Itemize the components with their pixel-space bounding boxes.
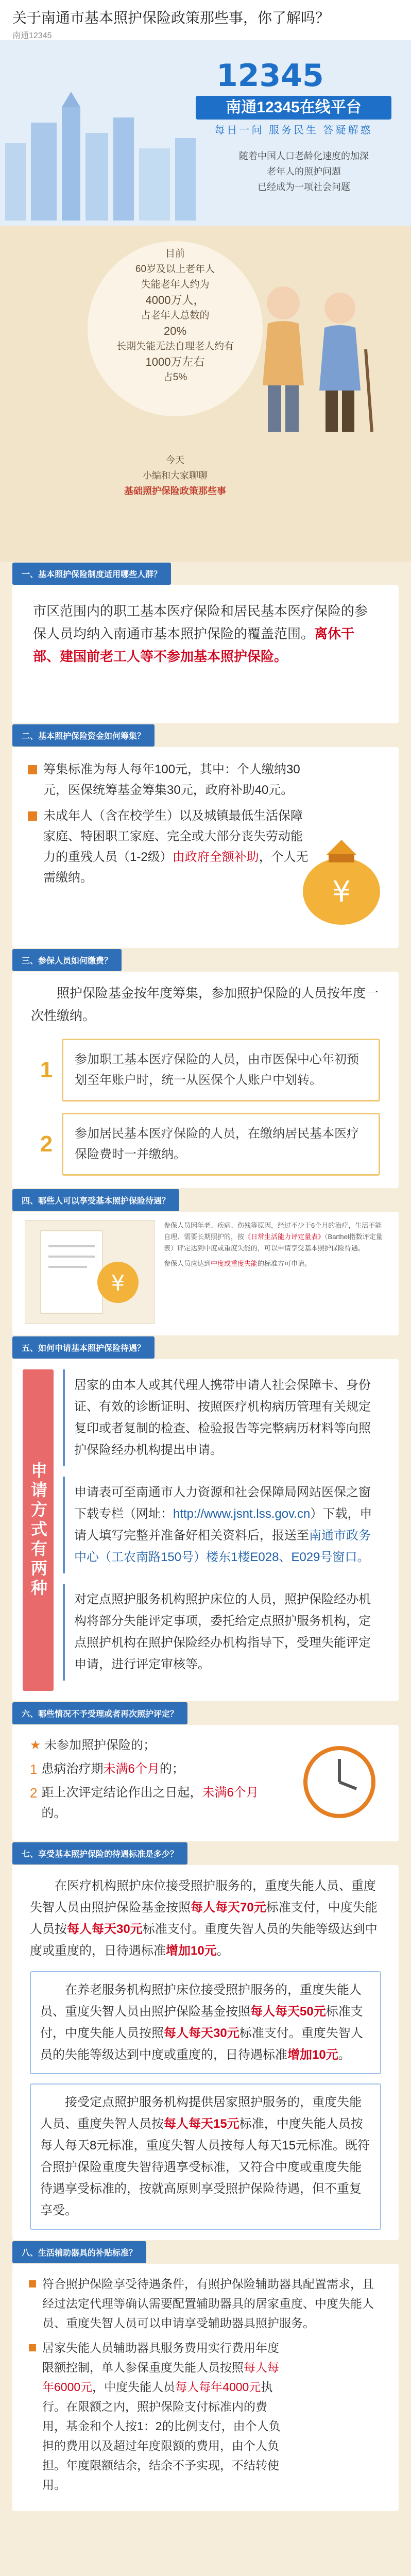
rejection-text: 的； (159, 1762, 184, 1776)
section-8-heading (12, 2240, 399, 2264)
hero-footer (93, 452, 258, 499)
stats-line: 失能老年人约为 (141, 279, 210, 290)
section-2-card (12, 747, 399, 948)
section-title: 四、哪些人可以享受基本照护保险待遇？ (12, 1189, 179, 1211)
list-item (29, 2338, 382, 2495)
hero-banner (0, 40, 411, 562)
article-header (0, 0, 411, 40)
list-item (28, 759, 383, 801)
application-methods (63, 1369, 388, 1691)
svg-text:¥: ¥ (111, 1270, 125, 1296)
exclusion-text: 离休干部、建国前老工人等不参加基本照护保险。 (33, 626, 355, 664)
rejection-text: 的。 (41, 1806, 66, 1820)
intro-line: 已经成为一项社会问题 (258, 182, 350, 192)
rejection-text: 距上次评定结论作出之日起， (41, 1786, 202, 1800)
stats-line: 60岁及以上老年人 (135, 264, 215, 275)
benefit-text: 。 (216, 1944, 229, 1958)
section-7-card (12, 1865, 399, 2240)
intro-line: 老年人的照护问题 (267, 166, 341, 177)
brand-tags: 每日一问 服务民生 答疑解惑 (214, 125, 373, 136)
option-number: 2 (40, 1131, 53, 1157)
bullet-icon (29, 2344, 36, 2351)
coverage-text: 市区范围内的职工基本医疗保险和居民基本医疗保险的参保人员均纳入南通市基本照护保险的覆盖范围。 (33, 603, 368, 641)
benefit-amount: 每人每天15元 (164, 2117, 239, 2131)
benefit-text: 标准支付，中度失能人员按照 (40, 2005, 363, 2040)
rejection-highlight: 未满6个月 (103, 1762, 160, 1776)
payment-lead: 照护保险基金按年度筹集，参加照护保险的人员按年度一次性缴纳。 (31, 986, 379, 1023)
subsidy-amount: 每人每年6000元 (42, 2361, 279, 2394)
footer-line: 今天 (166, 455, 184, 465)
benefit-home-care (30, 2083, 381, 2230)
section-3-card (12, 972, 399, 1188)
option-text: 参加职工基本医疗保险的人员，由市医保中心年初预划至年账户时，统一从医保个人账户中划转。 (62, 1039, 380, 1101)
eligibility-scale: 《日常生活能力评定量表》 (244, 1233, 325, 1241)
subsidy-text: ，中度失能人员 (92, 2380, 176, 2394)
footer-line: 小编和大家聊聊 (143, 470, 208, 481)
stats-line: 占老年人总数的 (141, 310, 210, 321)
section-title: 三、参保人员如何缴费？ (12, 949, 122, 971)
article-content (0, 562, 411, 2511)
funding-standard-text: 筹集标准为每人每年100元，其中：个人缴纳30元，医保统筹基金筹集30元，政府补助40元。 (43, 762, 300, 797)
section-title: 五、如何申请基本照护保险待遇？ (12, 1336, 155, 1359)
stats-line: 目前 (165, 248, 185, 259)
benefit-text: 接受定点照护服务机构提供居家照护服务的，重度失能人员、重度失智人员按 (40, 2095, 362, 2131)
stats-line: 占5% (163, 372, 187, 383)
section-2-heading (12, 723, 399, 747)
benefit-text: 标准支付，中度失能人员按 (30, 1901, 378, 1936)
bullet-icon (28, 765, 37, 774)
stats-line: 4000万人， (145, 294, 205, 307)
application-method-item: 对定点照护服务机构照护床位的人员，照护保险经办机构将部分失能评定事项，委托给定点照护服务机构，定点照护机构在照护保险经办机构指导下，受理失能评定申请，进行评定审核等。 (63, 1584, 388, 1681)
rejection-text: 患病治疗期 (41, 1762, 104, 1776)
benefit-text: 标准支付。重度失智人员的失能等级达到中度或重度的，日待遇标准 (30, 1922, 378, 1958)
benefit-nursing-home (30, 1971, 381, 2074)
section-1-card (12, 585, 399, 723)
section-title: 二、基本照护保险资金如何筹集？ (12, 724, 155, 747)
document-illustration (25, 1220, 155, 1324)
payment-option-2 (31, 1113, 380, 1176)
subsidy-text: 居家失能人员辅助器具服务费用实行费用年度限额控制，单人参保重度失能人员按照 (42, 2341, 279, 2374)
section-title: 六、哪些情况不予受理或者再次照护评定？ (12, 1702, 187, 1724)
elderly-couple-illustration (237, 272, 391, 442)
bullet-icon (28, 811, 37, 821)
benefit-text: 在养老服务机构照护床位接受照护服务的，重度失能人员、重度失智人员由照护保险基金按照 (40, 1983, 362, 2019)
benefit-amount: 每人每天70元 (191, 1901, 266, 1914)
benefit-text: 在医疗机构照护床位接受照护服务的，重度失能人员、重度失智人员由照护保险基金按照 (30, 1879, 376, 1914)
payment-option-1 (31, 1039, 380, 1101)
benefit-amount: 每人每天50元 (250, 2005, 326, 2019)
article-title: 关于南通市基本照护保险政策那些事，你了解吗？ (12, 10, 330, 26)
eligibility-part: 参保人员应达到 (164, 1260, 211, 1267)
benefit-text: 标准，中度失能人员按每人每天8元标准，重度失智人员按每人每天15元标准。既符合照护保险重度失智待遇享受标准，又符合中度或重度失能待遇享受标准的，按就高原则享受照护保险待遇，但不重复享受。 (40, 2117, 370, 2217)
section-8-card (12, 2264, 399, 2511)
article-author[interactable]: 南通12345 (12, 31, 52, 40)
section-1-heading (12, 562, 399, 585)
benefit-amount: 增加10元 (287, 2048, 338, 2062)
benefit-text: 。 (338, 2048, 351, 2062)
footer-line: 基础照护保险政策那些事 (124, 486, 226, 496)
subsidy-text: 执行。在限额之内，照护保险支付标准内的费用，基金和个人按1：2的比例支付，由个人负担的费用以及超过年度限额的费用，由个人负担。年度限额结余，结余不予实现，不结转使用。 (42, 2380, 281, 2492)
method-text: ）下载，申请人填写完整并准备好相关资料后，报送至 (74, 1507, 372, 1543)
exempt-groups-text: 未成年人（含在校学生）以及城镇最低生活保障家庭、特困职工家庭、完全或大部分丧失劳动能力的重残人员（1-2级） (43, 809, 303, 864)
hero-top-area (0, 40, 411, 226)
office-address: 南通市政务中心（工农南路150号）楼东1楼E028、E029号窗口。 (74, 1529, 371, 1564)
section-5-card (12, 1359, 399, 1701)
method-text: 申请表可至南通市人力资源和社会保障局网站医保之窗下载专栏（网址： (74, 1485, 371, 1521)
benefit-amount: 每人每天30元 (164, 2026, 239, 2040)
section-5-heading (12, 1335, 399, 1359)
subsidy-amount: 每人每年4000元 (175, 2380, 261, 2394)
condition-number: 2 (30, 1785, 38, 1801)
bullet-icon (29, 2280, 36, 2287)
section-4-heading (12, 1188, 399, 1212)
benefit-text: 标准支付。重度失智人员的失能等级达到中度或重度的，日待遇标准 (40, 2026, 363, 2062)
rejection-highlight: 未满6个月 (202, 1786, 259, 1800)
eligibility-text (164, 1220, 386, 1327)
brand-subtitle: 南通12345在线平台 (196, 96, 391, 120)
benefit-medical (30, 1875, 381, 1962)
website-link[interactable]: http://www.jsnt.lss.gov.cn (173, 1507, 311, 1521)
section-title: 一、基本照护保险制度适用哪些人群？ (12, 563, 171, 585)
hero-stats-area (0, 226, 411, 562)
section-3-heading (12, 948, 399, 972)
clock-icon (301, 1743, 378, 1821)
subsidy-text: 符合照护保险享受待遇条件，有照护保险辅助器具配置需求，且经过法定代理等确认需要配置辅助器具的居家重度、中度失能人员、重度失智人员可以申请享受辅助器具照护服务。 (42, 2277, 374, 2330)
section-7-heading (12, 1841, 399, 1865)
rejection-text: 未参加照护保险的； (44, 1738, 156, 1752)
stats-line: 20% (163, 325, 187, 337)
eligibility-part: 的标准方可申请。 (258, 1260, 312, 1267)
hero-intro (227, 148, 381, 195)
section-4-card (12, 1212, 399, 1335)
benefit-amount: 每人每天30元 (67, 1922, 143, 1936)
section-title: 八、生活辅助器具的补贴标准？ (12, 2241, 146, 2263)
money-bag-icon (298, 824, 385, 927)
exempt-tail: ，个人无需缴纳。 (43, 850, 309, 885)
option-text: 参加居民基本医疗保险的人员，在缴纳居民基本医疗保险费时一并缴纳。 (62, 1113, 380, 1176)
eligibility-part: （Barthel指数评定量表）评定达到中度或重度失能的，可以申请享受基本照护保险待遇。 (164, 1233, 383, 1252)
brand-number: 12345 (216, 58, 324, 94)
application-method-item (63, 1477, 388, 1573)
application-method-item: 居家的由本人或其代理人携带申请人社会保障卡、身份证、有效的诊断证明、按照医疗机构病历管理有关规定复印或者复制的检查、检验报告等完整病历材料等向照护保险经办机构提出申请。 (63, 1369, 388, 1466)
svg-text:¥: ¥ (332, 875, 351, 909)
section-title: 七、享受基本照护保险的待遇标准是多少？ (12, 1842, 187, 1865)
star-icon: ★ (30, 1738, 45, 1752)
option-number: 1 (40, 1057, 53, 1082)
section-6-heading (12, 1701, 399, 1725)
exempt-highlight: 由政府全额补助 (172, 850, 259, 864)
condition-number: 1 (30, 1761, 38, 1777)
intro-line: 随着中国人口老龄化速度的加深 (239, 151, 369, 161)
application-methods-label: 申请方式有两种 (23, 1369, 54, 1691)
benefit-amount: 增加10元 (166, 1944, 217, 1958)
list-item (29, 2274, 382, 2333)
section-6-card (12, 1725, 399, 1841)
hero-stats (98, 246, 252, 385)
eligibility-part: 参保人员因年老、疾病、伤残等原因，经过不少于6个月的治疗，生活不能自理、需要长期照护的，按 (164, 1222, 382, 1241)
stats-line: 长期失能无法自理老人约有 (116, 341, 234, 352)
stats-line: 1000万左右 (145, 355, 205, 368)
eligibility-highlight: 中度或重度失能 (211, 1260, 258, 1267)
brand-logo (175, 58, 397, 136)
